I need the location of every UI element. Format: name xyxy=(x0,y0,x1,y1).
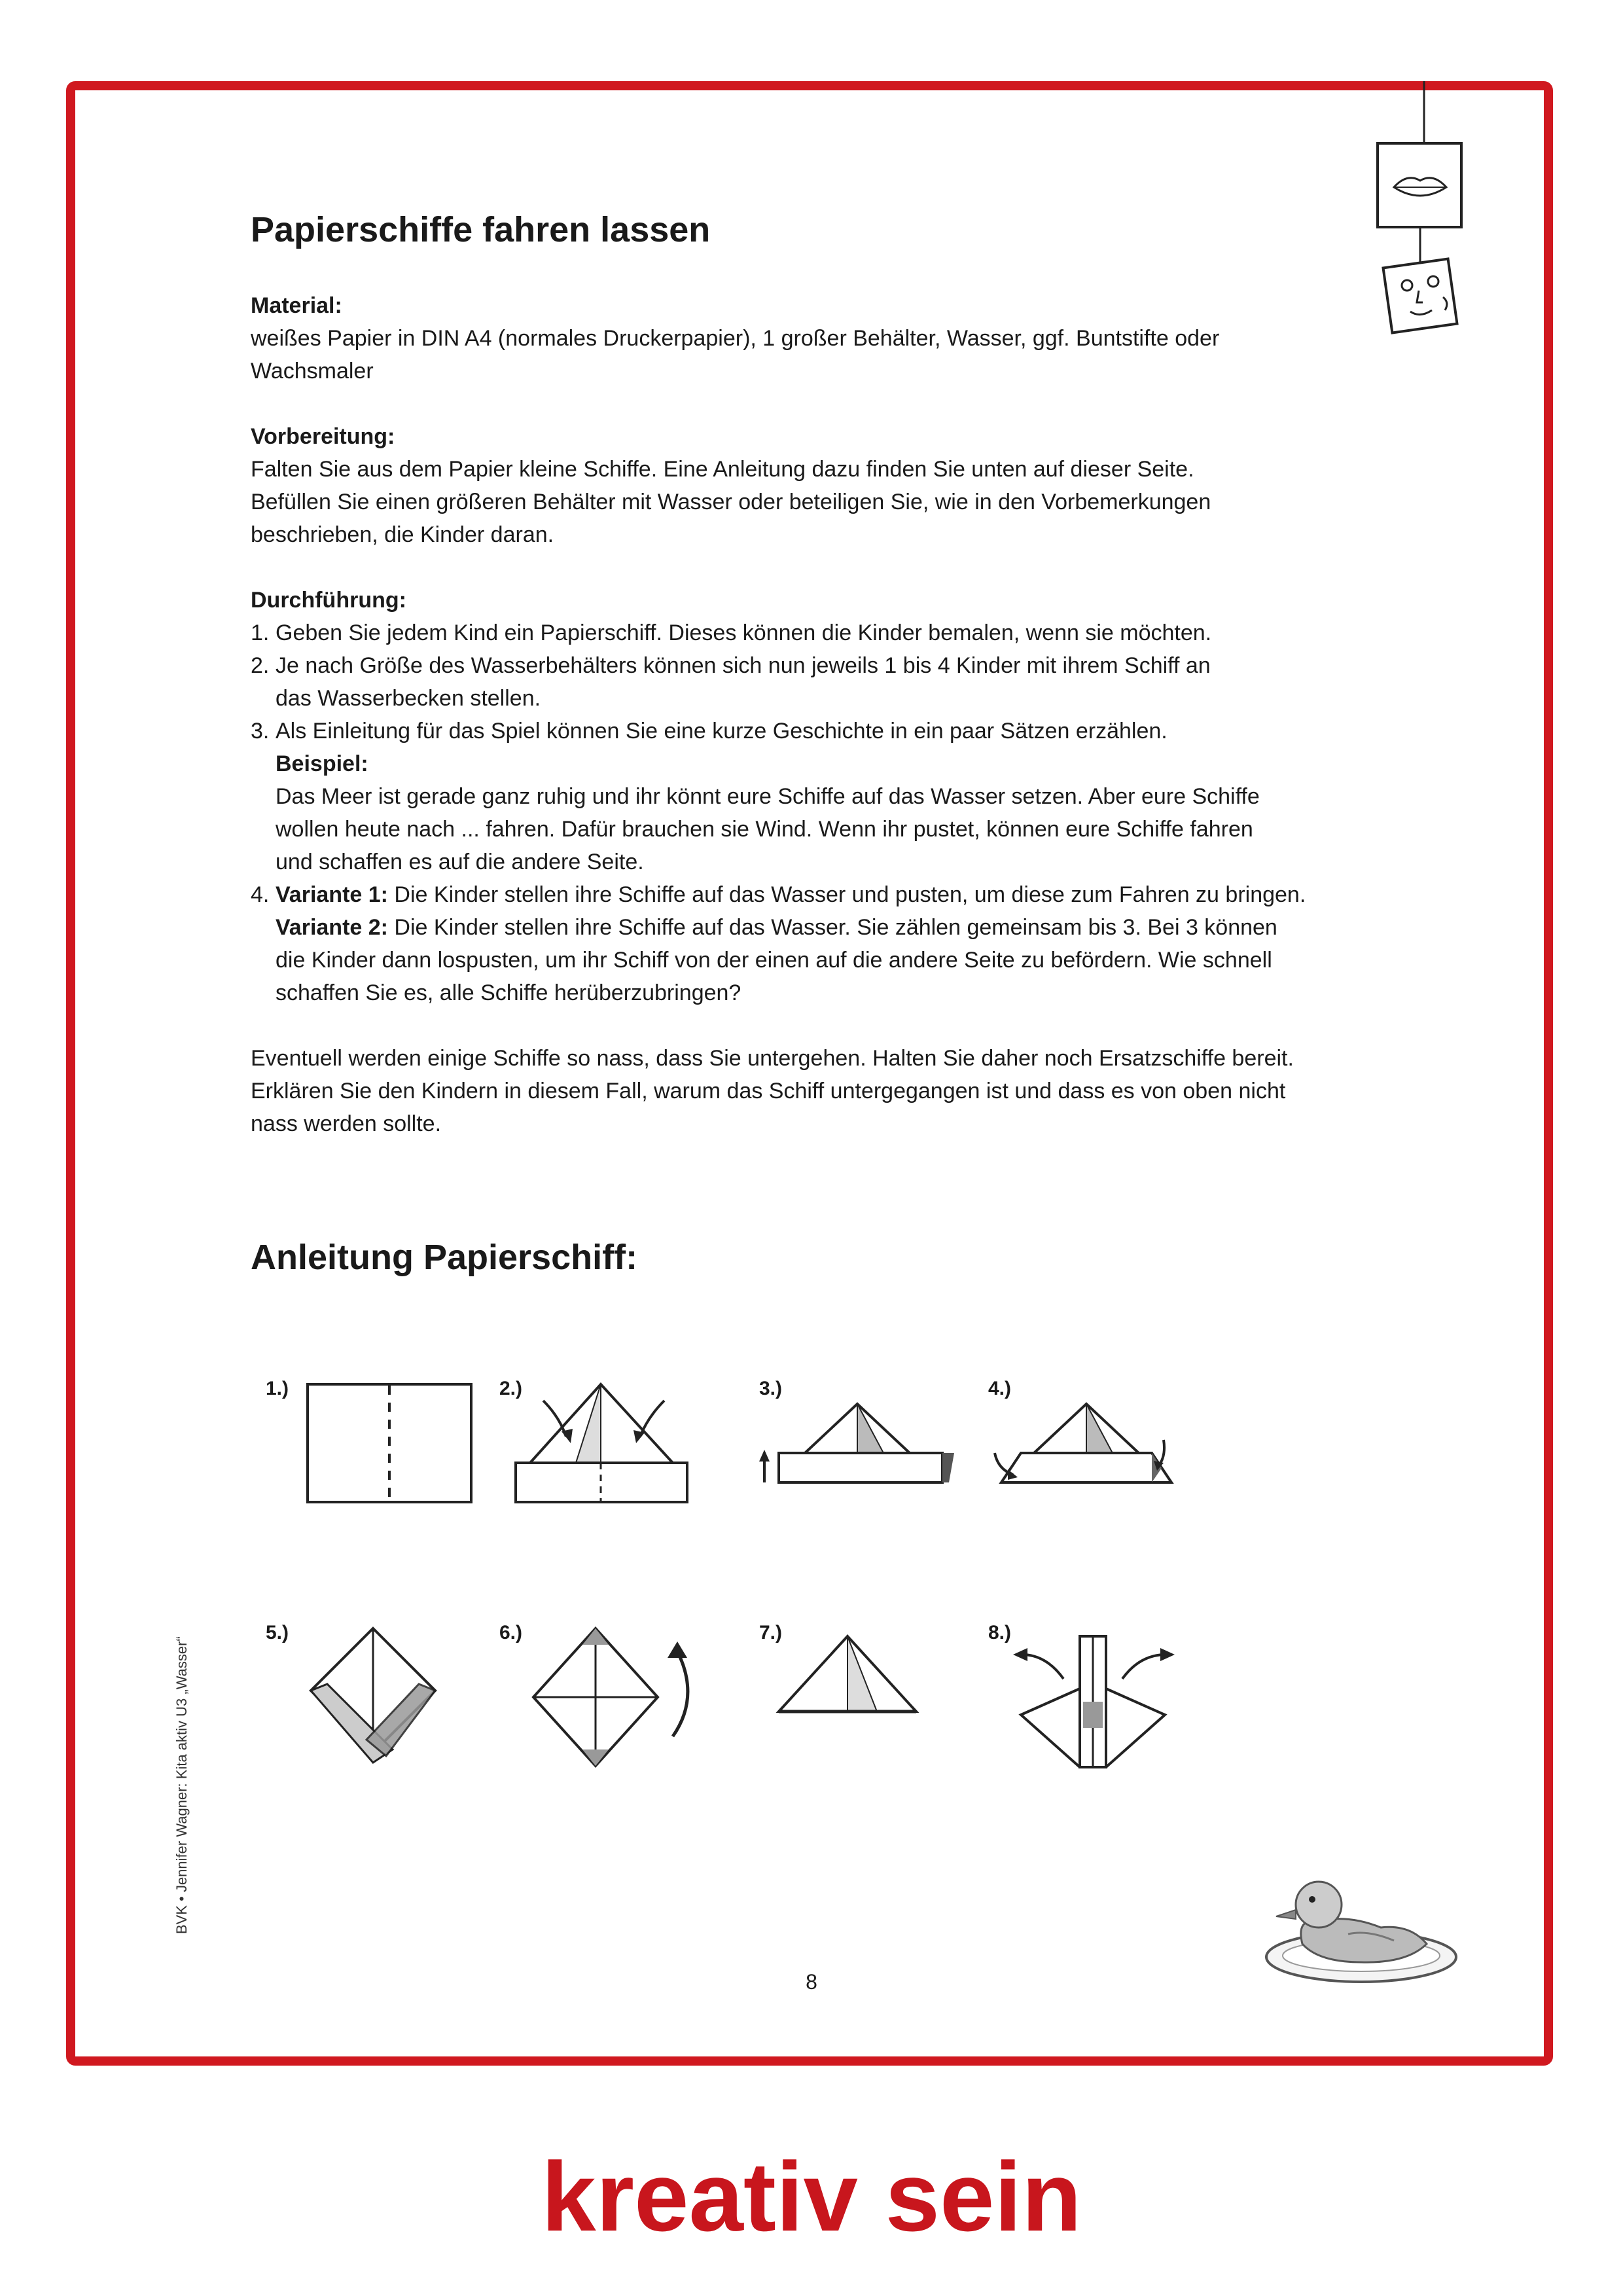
step-3 xyxy=(251,715,1402,747)
page-number: 8 xyxy=(806,1970,817,1994)
closing-line: nass werden sollte. xyxy=(251,1111,442,1136)
step-2 xyxy=(251,649,1402,682)
variant-2-line: die Kinder dann lospusten, um ihr Schiff von der einen auf die andere Seite zu befördern. Wie schnell xyxy=(276,948,1272,973)
fold-step-5-diagram xyxy=(288,1622,458,1779)
vorbereitung-line: Befüllen Sie einen größeren Behälter mit Wasser oder beteiligen Sie, wie in den Vorbemerkungen xyxy=(251,490,1211,514)
closing-line: Eventuell werden einige Schiffe so nass, dass Sie untergehen. Halten Sie daher noch Ersatzschiffe bereit. xyxy=(251,1046,1294,1071)
fold-step-2-diagram xyxy=(510,1378,694,1509)
fold-step-4-diagram xyxy=(988,1391,1185,1496)
fold-step-label: 4.) xyxy=(988,1378,1012,1399)
variant-2 xyxy=(251,911,1402,944)
step-number: 1. xyxy=(251,620,270,645)
step-text: Als Einleitung für das Spiel können Sie eine kurze Geschichte in ein paar Sätzen erzählen. xyxy=(276,719,1168,744)
step-number: 4. xyxy=(251,882,270,907)
fold-step-label: 3.) xyxy=(759,1378,783,1399)
vorbereitung-line: beschrieben, die Kinder daran. xyxy=(251,522,554,547)
step-number: 3. xyxy=(251,719,270,744)
fold-step-6-diagram xyxy=(510,1622,700,1779)
beispiel-line: und schaffen es auf die andere Seite. xyxy=(276,850,644,874)
closing-section xyxy=(251,1042,1402,1140)
fold-step-label: 2.) xyxy=(499,1378,523,1399)
variant-1-label: Variante 1: xyxy=(276,882,388,907)
closing-line: Erklären Sie den Kindern in diesem Fall, warum das Schiff untergegangen ist und dass es von oben nicht xyxy=(251,1079,1286,1103)
main-content xyxy=(251,209,1402,1173)
durchfuehrung-heading: Durchführung: xyxy=(251,588,406,613)
side-credit: BVK • Jennifer Wagner: Kita aktiv U3 „Wasser“ xyxy=(173,1636,190,1934)
variant-2-line: schaffen Sie es, alle Schiffe herüberzubringen? xyxy=(276,980,741,1005)
material-heading: Material: xyxy=(251,293,342,318)
fold-step-1-diagram xyxy=(304,1378,474,1509)
fold-step-label: 1.) xyxy=(266,1378,289,1399)
step-4 xyxy=(251,878,1402,911)
fold-step-label: 7.) xyxy=(759,1622,783,1643)
step-1 xyxy=(251,617,1402,649)
variant-1-text: Die Kinder stellen ihre Schiffe auf das Wasser und pusten, um diese zum Fahren zu bringen. xyxy=(387,882,1306,907)
material-line: Wachsmaler xyxy=(251,359,374,384)
step-text: Geben Sie jedem Kind ein Papierschiff. Dieses können die Kinder bemalen, wenn sie möchten. xyxy=(276,620,1212,645)
page-title: Papierschiffe fahren lassen xyxy=(251,210,711,249)
beispiel-label: Beispiel: xyxy=(276,751,368,776)
variant-1 xyxy=(276,878,1306,911)
fold-step-7-diagram xyxy=(772,1630,929,1721)
material-section xyxy=(251,289,1402,387)
variant-2-text: Die Kinder stellen ihre Schiffe auf das Wasser. Sie zählen gemeinsam bis 3. Bei 3 können xyxy=(387,915,1277,940)
fold-step-label: 8.) xyxy=(988,1622,1012,1643)
vorbereitung-section xyxy=(251,420,1402,551)
step-text: Je nach Größe des Wasserbehälters können sich nun jeweils 1 bis 4 Kinder mit ihrem Schiff an xyxy=(276,653,1211,678)
beispiel-line: wollen heute nach ... fahren. Dafür brauchen sie Wind. Wenn ihr pustet, können eure Schiffe fahren xyxy=(276,817,1253,842)
material-line: weißes Papier in DIN A4 (normales Druckerpapier), 1 großer Behälter, Wasser, ggf. Buntstifte oder xyxy=(251,326,1220,351)
variant-2-label: Variante 2: xyxy=(276,915,388,940)
footer-banner-text: kreativ sein xyxy=(541,2142,1082,2251)
fold-step-8-diagram xyxy=(1001,1630,1185,1780)
fold-step-label: 6.) xyxy=(499,1622,523,1643)
durchfuehrung-section xyxy=(251,584,1402,1009)
beispiel-line: Das Meer ist gerade ganz ruhig und ihr könnt eure Schiffe auf das Wasser setzen. Aber eure Schiffe xyxy=(276,784,1260,809)
fold-step-label: 5.) xyxy=(266,1622,289,1643)
vorbereitung-line: Falten Sie aus dem Papier kleine Schiffe. Eine Anleitung dazu finden Sie unten auf dieser Seite. xyxy=(251,457,1194,482)
step-text-continued: das Wasserbecken stellen. xyxy=(276,686,541,711)
anleitung-title: Anleitung Papierschiff: xyxy=(251,1238,638,1277)
fold-step-3-diagram xyxy=(753,1391,969,1496)
vorbereitung-heading: Vorbereitung: xyxy=(251,424,395,449)
step-number: 2. xyxy=(251,653,270,678)
